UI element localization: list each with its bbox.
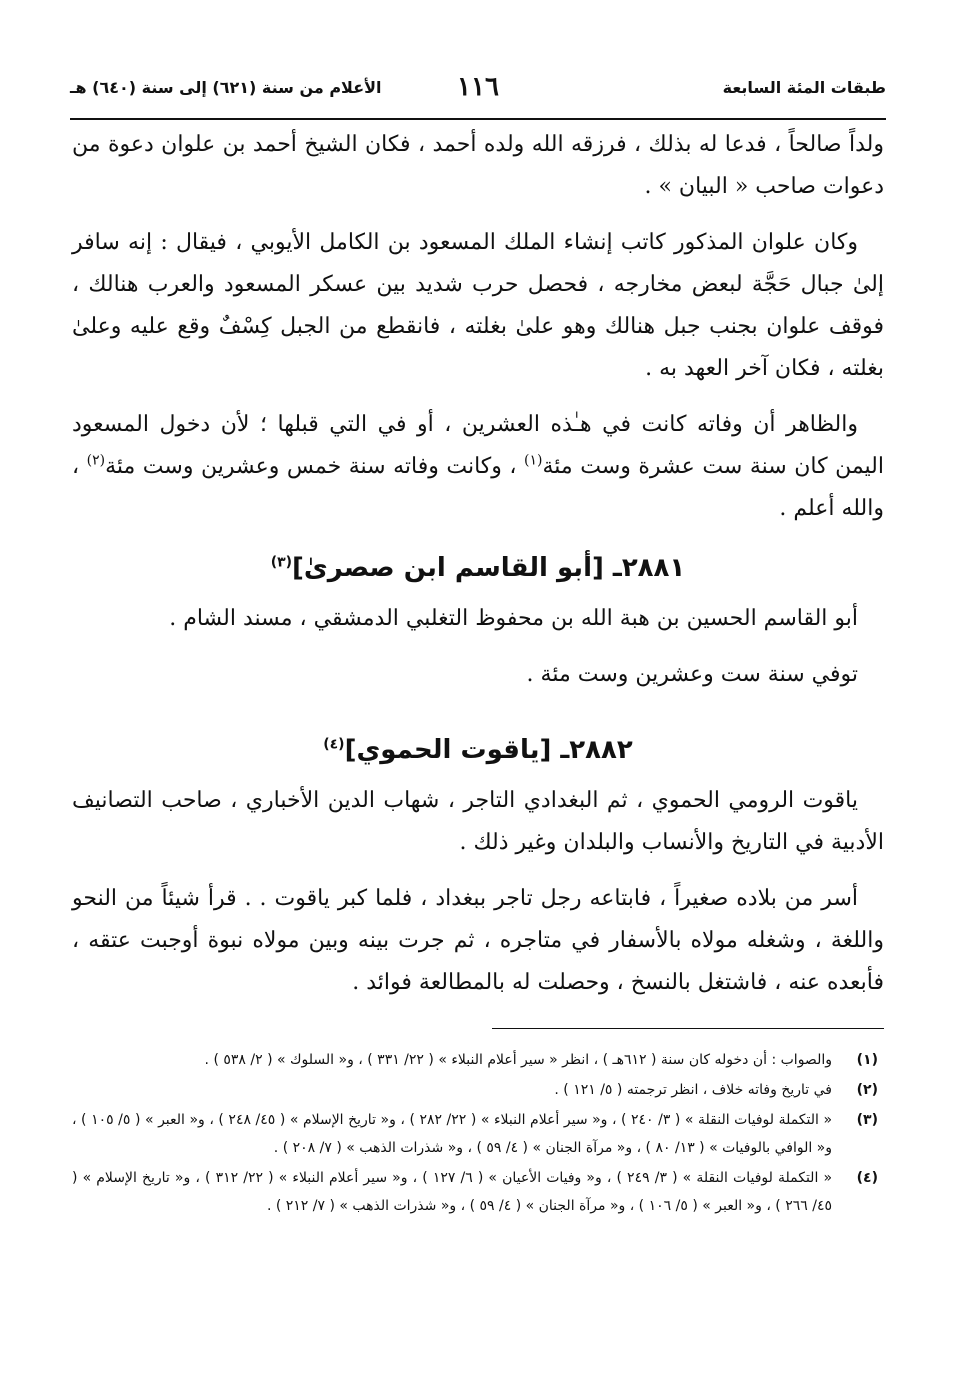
footnote-divider — [492, 1028, 884, 1029]
paragraph-text: والظاهر أن وفاته كانت في هـٰذه العشرين ، أو في التي قبلها ؛ لأن دخول المسعود اليمن كان سنة ست عشرة وست مئة — [72, 412, 884, 479]
paragraph-text: ، وكانت وفاته سنة خمس وعشرين وست مئة — [105, 454, 525, 479]
page-number: ١١٦ — [457, 72, 499, 102]
footnote-ref-4[interactable]: (٤) — [323, 736, 345, 753]
paragraph-alwan: وكان علوان المذكور كاتب إنشاء الملك المسعود بن الكامل الأيوبي ، فيقال : إنه سافر إلىٰ جبال حَجَّة لبعض مخارجه ، فحصل حرب شديد بين عسكر المسعود والعرب هنالك ، فوقف علوان بجنب جبل هنالك وهو علىٰ بغلته ، فانقطع من الجبل كِسْفٌ وقع عليه وعلىٰ بغلته ، فكان آخر العهد به . — [72, 230, 884, 381]
entry-2882-paragraph-2: أسر من بلاده صغيراً ، فابتاعه رجل تاجر ببغداد ، فلما كبر ياقوت . . قرأ شيئاً من النحو واللغة ، وشغله مولاه بالأسفار في متاجره ، ثم جرت بينه وبين مولاه نبوة أوجبت عتقه ، فأبعده عنه ، فاشتغل بالنسخ ، وحصلت له بالمطالعة فوائد . — [72, 886, 884, 995]
footnote-text: في تاريخ وفاته خلاف ، انظر ترجمته ( ٥/ ١٢١ ) . — [554, 1082, 832, 1098]
entry-2881-death: توفي سنة ست وعشرين وست مئة . — [526, 662, 858, 687]
footnote-number: (٤) — [856, 1170, 878, 1186]
footnote-ref-3[interactable]: (٣) — [270, 554, 293, 571]
entry-title-2881 — [72, 544, 884, 592]
footnote-text: « التكملة لوفيات النقلة » ( ٣/ ٢٤٩ ) ، و« وفيات الأعيان » ( ٦/ ١٢٧ ) ، و« سير أعلام النبلاء » ( ٢٢/ ٣١٢ ) ، و« تاريخ الإسلام » ( ٤٥/ ٢٦٦ ) ، و« العبر » ( ٥/ ١٠٦ ) ، و« مرآة الجنان » ( ٤/ ٥٩ ) ، و« شذرات الذهب » ( ٧/ ٢١٢ ) . — [72, 1170, 833, 1214]
footnote-number: (٣) — [856, 1112, 878, 1128]
header-range: الأعلام من سنة (٦٢١) إلى سنة (٦٤٠) هـ — [70, 78, 382, 97]
footnote-ref-2[interactable]: (٢) — [86, 452, 106, 469]
entry-title-text: ٢٨٨١ـ [أبو القاسم ابن صصرىٰ] — [292, 553, 686, 583]
footnote-1 — [72, 1046, 884, 1074]
footnotes — [72, 1046, 884, 1222]
header-divider — [70, 118, 886, 120]
entry-title-text: ٢٨٨٢ـ [ياقوت الحموي] — [344, 735, 633, 765]
entry-2882-paragraph: ياقوت الرومي الحموي ، ثم البغدادي التاجر ، شهاب الدين الأخباري ، صاحب التصانيف الأدبية في التاريخ والأنساب والبلدان وغير ذلك . — [72, 788, 884, 855]
footnote-2 — [72, 1076, 884, 1104]
footnote-ref-1[interactable]: (١) — [524, 452, 543, 469]
footnote-4 — [72, 1164, 884, 1220]
footnote-text: والصواب : أن دخوله كان سنة ( ٦١٢هـ ) ، انظر « سير أعلام النبلاء » ( ٢٢/ ٣٣١ ) ، و« السلوك » ( ٢/ ٥٣٨ ) . — [204, 1052, 832, 1068]
running-header — [70, 74, 886, 112]
footnote-number: (١) — [856, 1052, 878, 1068]
entry-2881-paragraph: أبو القاسم الحسين بن هبة الله بن محفوظ التغلبي الدمشقي ، مسند الشام . — [169, 606, 858, 631]
paragraph-continuation: ولداً صالحاً ، فدعا له بذلك ، فرزقه الله ولده أحمد ، فكان الشيخ أحمد بن علوان دعوة من دعوات صاحب « البيان » . — [72, 132, 884, 199]
entry-title-2882 — [72, 726, 884, 774]
main-text — [72, 124, 884, 1018]
paragraph-text: ، والله أعلم . — [72, 454, 884, 521]
paragraph-death-date — [72, 404, 884, 530]
header-book-part: طبقات المئة السابعة — [722, 78, 886, 97]
footnote-text: « التكملة لوفيات النقلة » ( ٣/ ٢٤٠ ) ، و« سير أعلام النبلاء » ( ٢٢/ ٢٨٢ ) ، و« تاريخ الإسلام » ( ٤٥/ ٢٤٨ ) ، و« العبر » ( ٥/ ١٠٥ ) ، و« الوافي بالوفيات » ( ١٣/ ٨٠ ) ، و« مرآة الجنان » ( ٤/ ٥٩ ) ، و« شذرات الذهب » ( ٧/ ٢٠٨ ) . — [72, 1112, 833, 1156]
footnote-3 — [72, 1106, 884, 1162]
footnote-number: (٢) — [856, 1082, 878, 1098]
